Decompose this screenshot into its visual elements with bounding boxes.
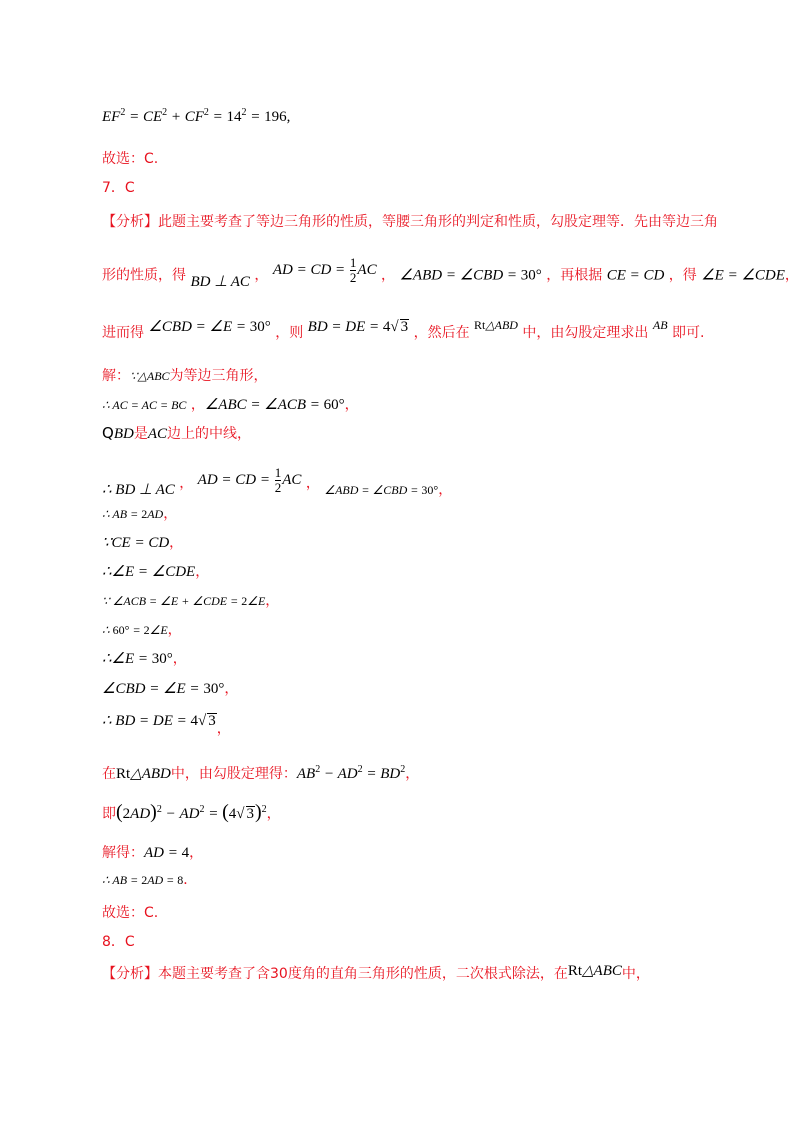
math-equation-2ad: $(2AD)^2 - AD^2 = (4√$ 3)$^2$ (116, 801, 267, 823)
analysis-text: ， (381, 267, 396, 284)
solution-7-step11 (102, 682, 238, 697)
math-ac-bc: ∴ AC = AC = BC (102, 398, 187, 412)
solution-text: 解： (102, 368, 130, 384)
math-bd-perp-ac: BD ⊥ AC (190, 273, 250, 290)
analysis-8-line1 (102, 963, 650, 982)
analysis-text: 即可. (671, 325, 705, 341)
solution-7-step14 (102, 802, 281, 823)
solution-7-step4 (102, 465, 453, 498)
solution-7-step9 (102, 623, 182, 637)
math-cbd-e-30-2: ∠CBD = ∠E = 30° (102, 681, 225, 697)
analysis-text: ， (784, 267, 799, 284)
solution-text: ， (265, 593, 280, 609)
solution-text: ， (169, 535, 184, 551)
solution-text: ， (179, 475, 194, 492)
solution-text: ， (167, 622, 182, 638)
math-ad-4: AD = 4 (144, 845, 190, 861)
solution-text: 即 (102, 806, 116, 822)
solution-7-step12 (102, 713, 231, 737)
analysis-text: ，再根据 (546, 267, 603, 284)
solution-text: ， (195, 564, 210, 580)
solution-text: 中，由勾股定理得： (170, 766, 297, 782)
analysis-tag: 【分析】 (102, 966, 158, 982)
q-symbol: Q (102, 424, 114, 442)
solution-7-step7 (102, 565, 209, 580)
math-60-2e: ∴ 60° = 2∠E (102, 623, 168, 637)
solution-text: 是 (133, 426, 148, 442)
math-e-cde: ∠E = ∠CDE (701, 267, 785, 284)
analysis-text: 中，由勾股定理求出 (522, 325, 649, 341)
analysis-text: 度角的直角三角形的性质，二次根式除法，在 (287, 966, 568, 982)
math-angle-abd-cbd-2: ∠ABD = ∠CBD = 30° (324, 482, 439, 497)
analysis-7-line1 (102, 215, 718, 229)
math-triangle-abc: ∵△ABC (130, 369, 170, 383)
analysis-text: 中， (621, 966, 650, 982)
math-angle-abd-cbd: ∠ABD = ∠CBD = 30° (399, 267, 542, 284)
solution-text: ， (172, 651, 187, 667)
solution-7-step16 (102, 873, 197, 887)
analysis-text: 本题主要考查了含 (158, 966, 270, 982)
math-bd: BD (113, 426, 134, 442)
analysis-text: ，则 (275, 325, 304, 341)
analysis-7-text: 此题主要考查了等边三角形的性质，等腰三角形的判定和性质，勾股定理等．先由等边三角 (158, 214, 718, 230)
math-e-30: ∴∠E = 30° (102, 651, 173, 667)
math-rt-abd: Rt△ABD (474, 318, 518, 332)
solution-7-step13 (102, 765, 419, 782)
math-acb-2e: ∵ ∠ACB = ∠E + ∠CDE = 2∠E (102, 594, 266, 608)
solution-text: ， (266, 806, 281, 822)
math-rt-abd-2: Rt△ABD (116, 766, 171, 782)
solution-text: 解得： (102, 845, 144, 861)
solution-text: 边上的中线， (166, 426, 251, 442)
math-ad-cd-half-ac: AD = CD = $\frac{1}{2}$ AC (272, 255, 377, 285)
solution-7-step6 (102, 536, 183, 551)
analysis-text: ， (254, 267, 269, 284)
math-therefore-bd-perp-ac: ∴ BD ⊥ AC (102, 481, 175, 498)
math-ac: AC (147, 426, 167, 442)
answer-choice-c-2: 故选：C. (102, 905, 159, 921)
equation-ef-squared: $EF^2 = CE^2 + CF^2 = 14^2 = 196$, (102, 107, 291, 125)
top-equation (102, 108, 290, 125)
math-ad-cd-half-ac-2: AD = CD = $\frac{1}{2}$ AC (197, 465, 302, 495)
solution-text: ， (344, 397, 359, 413)
math-pythagoras: $AB^2 - AD^2 = BD^2$ (296, 764, 406, 782)
solution-text: ． (183, 872, 198, 888)
analysis-7-line3 (102, 318, 705, 342)
analysis-text: 进而得 (102, 325, 144, 341)
solution-7-step1 (102, 369, 268, 383)
math-rt-abc: Rt△ABC (567, 963, 622, 979)
math-because-ce-cd: ∵CE = CD (102, 535, 170, 551)
math-angle-60: ∠ABC = ∠ACB = 60° (204, 397, 345, 413)
solution-7-step2: ∴ AC = AC = BC ，∠ABC = ∠ACB = 60°， (102, 397, 359, 413)
solution-text: ， (163, 506, 178, 522)
analysis-tag: 【分析】 (102, 214, 158, 230)
solution-text: ， (216, 721, 231, 737)
solution-7-step10 (102, 652, 187, 667)
math-cbd-e-30: ∠CBD = ∠E = 30° (148, 319, 271, 335)
question-8-label: 8．C (102, 934, 135, 950)
solution-text: ， (405, 766, 420, 782)
math-ab-2ad: ∴ AB = 2AD (102, 507, 164, 521)
math-therefore-e-cde: ∴∠E = ∠CDE (102, 564, 196, 580)
solution-text: 为等边三角形， (169, 368, 268, 384)
solution-text: ， (438, 481, 453, 498)
math-ab-8: ∴ AB = 2AD = 8 (102, 873, 184, 887)
math-ab: AB (652, 318, 668, 332)
solution-text: ， (189, 845, 204, 861)
math-bd-de: BD = DE = 4√ 3 (307, 319, 409, 335)
solution-7-step3 (102, 426, 251, 442)
analysis-7-line2 (102, 255, 799, 290)
solution-text: ， (224, 681, 239, 697)
analysis-number-30: 30 (270, 966, 288, 982)
analysis-text: ，得 (668, 267, 697, 284)
math-bd-de-2: ∴ BD = DE = 4√ 3 (102, 713, 216, 729)
analysis-text: 形的性质，得 (102, 267, 186, 284)
answer-choice-c-1: 故选：C. (102, 151, 159, 167)
question-7-label: 7．C (102, 180, 135, 196)
solution-7-step8 (102, 594, 279, 608)
solution-text: ， (305, 475, 320, 492)
analysis-text: ，然后在 (413, 325, 470, 341)
solution-7-step5 (102, 507, 177, 521)
math-ce-cd: CE = CD (606, 267, 665, 284)
solution-text: 在 (102, 766, 116, 782)
solution-7-step15 (102, 846, 203, 861)
